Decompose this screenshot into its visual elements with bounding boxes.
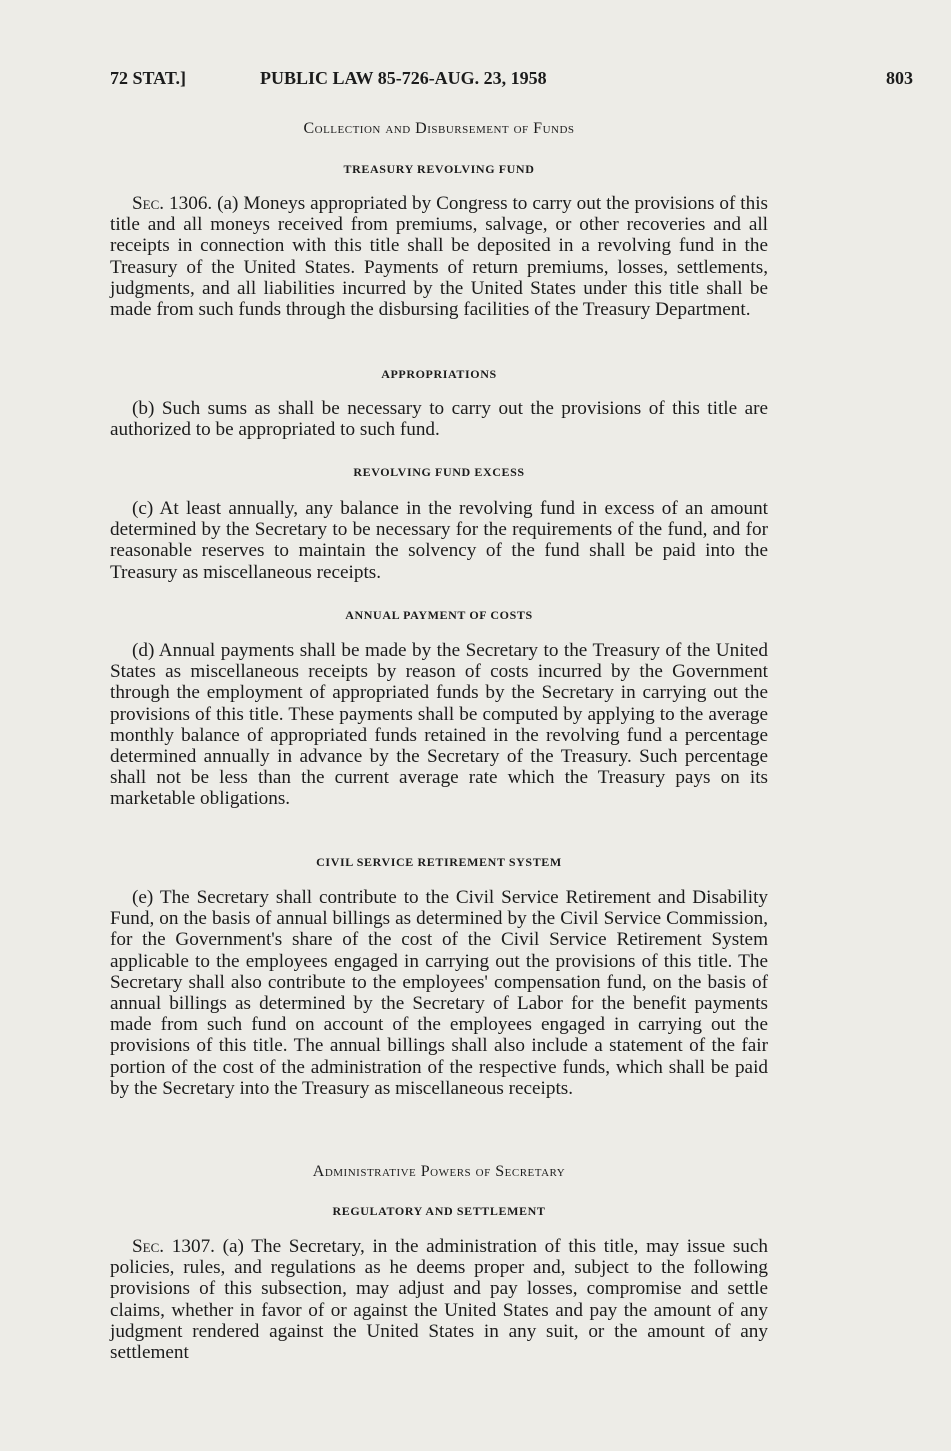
subheading: APPROPRIATIONS (381, 367, 497, 381)
paragraph: (c) At least annually, any balance in the revolving fund in excess of an amount determined by the Secretary to be necessary for the requirements of the fund, and for reasonable reserves to maintain the solvency of the fund shall be paid into the Treasury as miscellaneous receipts. (110, 498, 768, 583)
section-caption: Collection and Disbursement of Funds (303, 120, 575, 137)
section-label: Sec. (132, 193, 165, 214)
paragraph (110, 193, 768, 320)
paragraph: (d) Annual payments shall be made by the Secretary to the Treasury of the United States as miscellaneous receipts by reason of costs incurred by the Government through the employment of appropriated funds by the Secretary in carrying out the provisions of this title. These payments shall be computed by applying to the average monthly balance of appropriated funds retained in the revolving fund a percentage determined annually in advance by the Secretary of the Treasury. Such percentage shall not be less than the current average rate which the Treasury pays on its marketable obligations. (110, 640, 768, 810)
header-volume: 72 STAT.] (110, 68, 187, 88)
paragraph (110, 1236, 768, 1363)
page-number: 803 (886, 68, 913, 88)
subheading: TREASURY REVOLVING FUND (343, 162, 535, 176)
paragraph: (b) Such sums as shall be necessary to carry out the provisions of this title are authorized to be appropriated to such fund. (110, 398, 768, 441)
section-label: Sec. (132, 1236, 165, 1257)
paragraph-text: 1307. (a) The Secretary, in the administration of this title, may issue such policies, rules, and regulations as he deems proper and, subject to the following provisions of this subsection, may adjust and pay losses, compromise and settle claims, whether in favor of or against the United States and pay the amount of any judgment rendered against the United States in any suit, or the amount of any settlement (110, 1236, 769, 1364)
subheading: ANNUAL PAYMENT OF COSTS (345, 608, 533, 622)
page-header (110, 68, 913, 98)
paragraph-text: 1306. (a) Moneys appropriated by Congress to carry out the provisions of this title and all moneys received from premiums, salvage, or other recoveries and all receipts in connection with this title shall be deposited in a revolving fund in the Treasury of the United States. Payments of return premiums, losses, settlements, judgments, and all liabilities incurred by the United States under this title shall be made from such funds through the disbursing facilities of the Treasury Department. (110, 193, 769, 321)
paragraph: (e) The Secretary shall contribute to the Civil Service Retirement and Disability Fund, on the basis of annual billings as determined by the Civil Service Commission, for the Government's share of the cost of the Civil Service Retirement System applicable to the employees engaged in carrying out the provisions of this title. The Secretary shall also contribute to the employees' compensation fund, on the basis of annual billings as determined by the Secretary of Labor for the benefit payments made from such fund on account of the employees engaged in carrying out the provisions of this title. The annual billings shall also include a statement of the fair portion of the cost of the administration of the respective funds, which shall be paid by the Secretary into the Treasury as miscellaneous receipts. (110, 887, 768, 1099)
subheading: REVOLVING FUND EXCESS (353, 465, 525, 479)
subheading: REGULATORY AND SETTLEMENT (332, 1204, 546, 1218)
section-caption: Administrative Powers of Secretary (312, 1163, 566, 1180)
header-title: PUBLIC LAW 85-726-AUG. 23, 1958 (260, 68, 547, 88)
subheading: CIVIL SERVICE RETIREMENT SYSTEM (316, 855, 562, 869)
